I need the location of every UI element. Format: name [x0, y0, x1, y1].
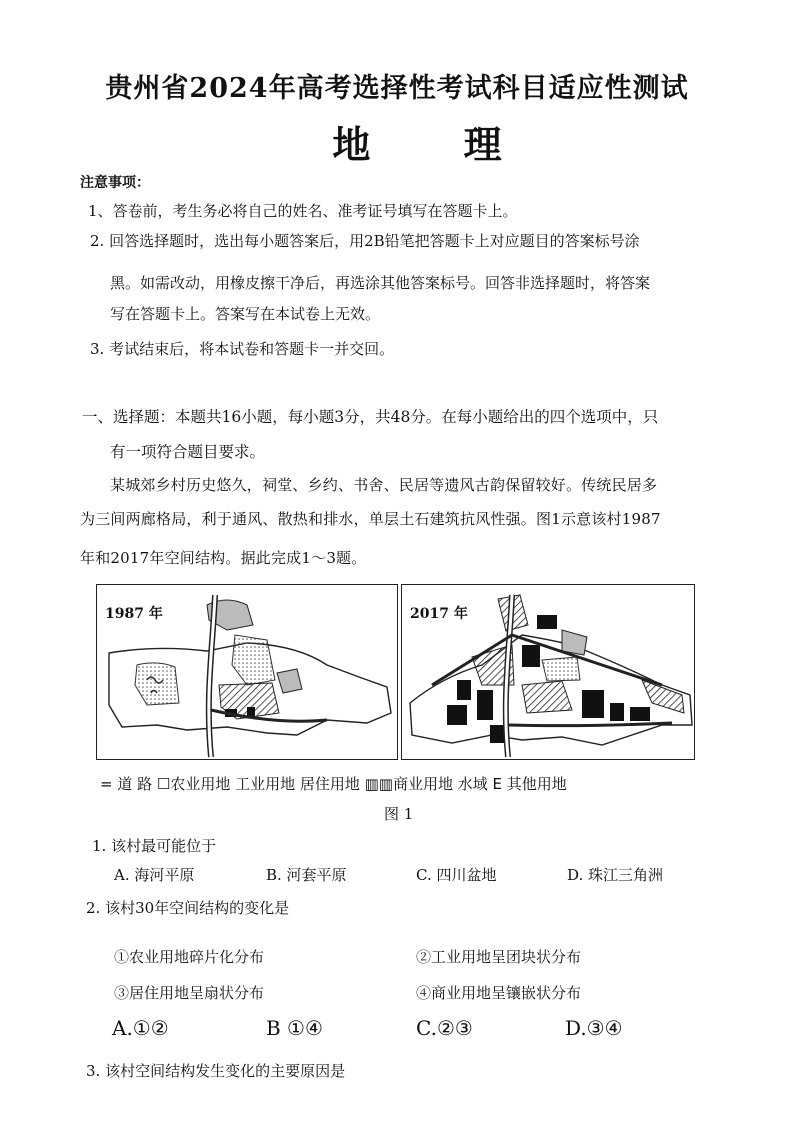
industry-block — [522, 645, 540, 667]
industry-block — [457, 680, 471, 700]
industry-block — [477, 690, 493, 720]
industry-block — [247, 707, 255, 717]
question-2-statement-3: ③居住用地呈扇状分布 — [114, 984, 265, 1002]
question-1-option-c: C. 四川盆地 — [416, 866, 497, 884]
subject-title: 地 理 — [332, 122, 542, 167]
notice-heading: 注意事项： — [80, 175, 150, 191]
question-1-stem: 1. 该村最可能位于 — [92, 837, 217, 855]
industry-block — [610, 703, 624, 721]
question-2-statement-1: ①农业用地碎片化分布 — [114, 948, 265, 966]
map-1987 — [96, 584, 398, 760]
question-2-option-b: B ①④ — [266, 1016, 323, 1040]
intro-line-3: 年和2017年空间结构。据此完成1～3题。 — [80, 549, 367, 567]
notice-item-1: 1、答卷前，考生务必将自己的姓名、准考证号填写在答题卡上。 — [88, 202, 518, 220]
map-2017-year: 2017 年 — [410, 606, 468, 622]
question-1-option-a: A. 海河平原 — [114, 866, 195, 884]
question-1-option-b: B. 河套平原 — [266, 866, 347, 884]
other-land — [562, 630, 587, 655]
question-2-option-c: C.②③ — [416, 1016, 473, 1040]
map-1987-year: 1987 年 — [105, 606, 163, 622]
industry-block — [447, 705, 467, 725]
intro-line-2: 为三间两廊格局，利于通风、散热和排水，单层土石建筑抗风性强。图1示意该村1987 — [80, 510, 661, 528]
agri-center — [542, 657, 580, 681]
industry-block — [630, 707, 650, 721]
exam-title: 贵州省2024年高考选择性考试科目适应性测试 — [105, 73, 689, 104]
notice-item-2-line-2: 黑。如需改动，用橡皮擦干净后，再选涂其他答案标号。回答非选择题时，将答案 — [110, 274, 651, 292]
notice-item-2-line-3: 写在答题卡上。答案写在本试卷上无效。 — [110, 305, 381, 323]
industry-block — [537, 615, 557, 629]
map-2017 — [401, 584, 695, 760]
notice-item-3: 3. 考试结束后，将本试卷和答题卡一并交回。 — [90, 340, 395, 358]
question-2-stem: 2. 该村30年空间结构的变化是 — [86, 899, 290, 917]
question-2-option-a: A.①② — [112, 1016, 169, 1040]
section-heading-line-2: 有一项符合题目要求。 — [110, 443, 266, 461]
question-2-statement-2: ②工业用地呈团块状分布 — [416, 948, 582, 966]
question-2-statement-4: ④商业用地呈镶嵌状分布 — [416, 984, 582, 1002]
figure-legend: = 道 路 ☐农业用地 工业用地 居住用地 ▥▥商业用地 水域 E 其他用地 — [100, 775, 567, 793]
question-2-option-d: D.③④ — [565, 1016, 623, 1040]
notice-item-2-line-1: 2. 回答选择题时，选出每小题答案后，用2B铅笔把答题卡上对应题目的答案标号涂 — [90, 232, 640, 250]
question-1-option-d: D. 珠江三角洲 — [567, 866, 664, 884]
figure-caption: 图 1 — [384, 805, 414, 823]
question-3-stem: 3. 该村空间结构发生变化的主要原因是 — [86, 1062, 346, 1080]
industry-block — [582, 690, 604, 718]
intro-line-1: 某城郊乡村历史悠久，祠堂、乡约、书舍、民居等遗风古韵保留较好。传统民居多 — [110, 476, 658, 494]
section-heading-line-1: 一、选择题：本题共16小题，每小题3分，共48分。在每小题给出的四个选项中，只 — [82, 408, 659, 426]
